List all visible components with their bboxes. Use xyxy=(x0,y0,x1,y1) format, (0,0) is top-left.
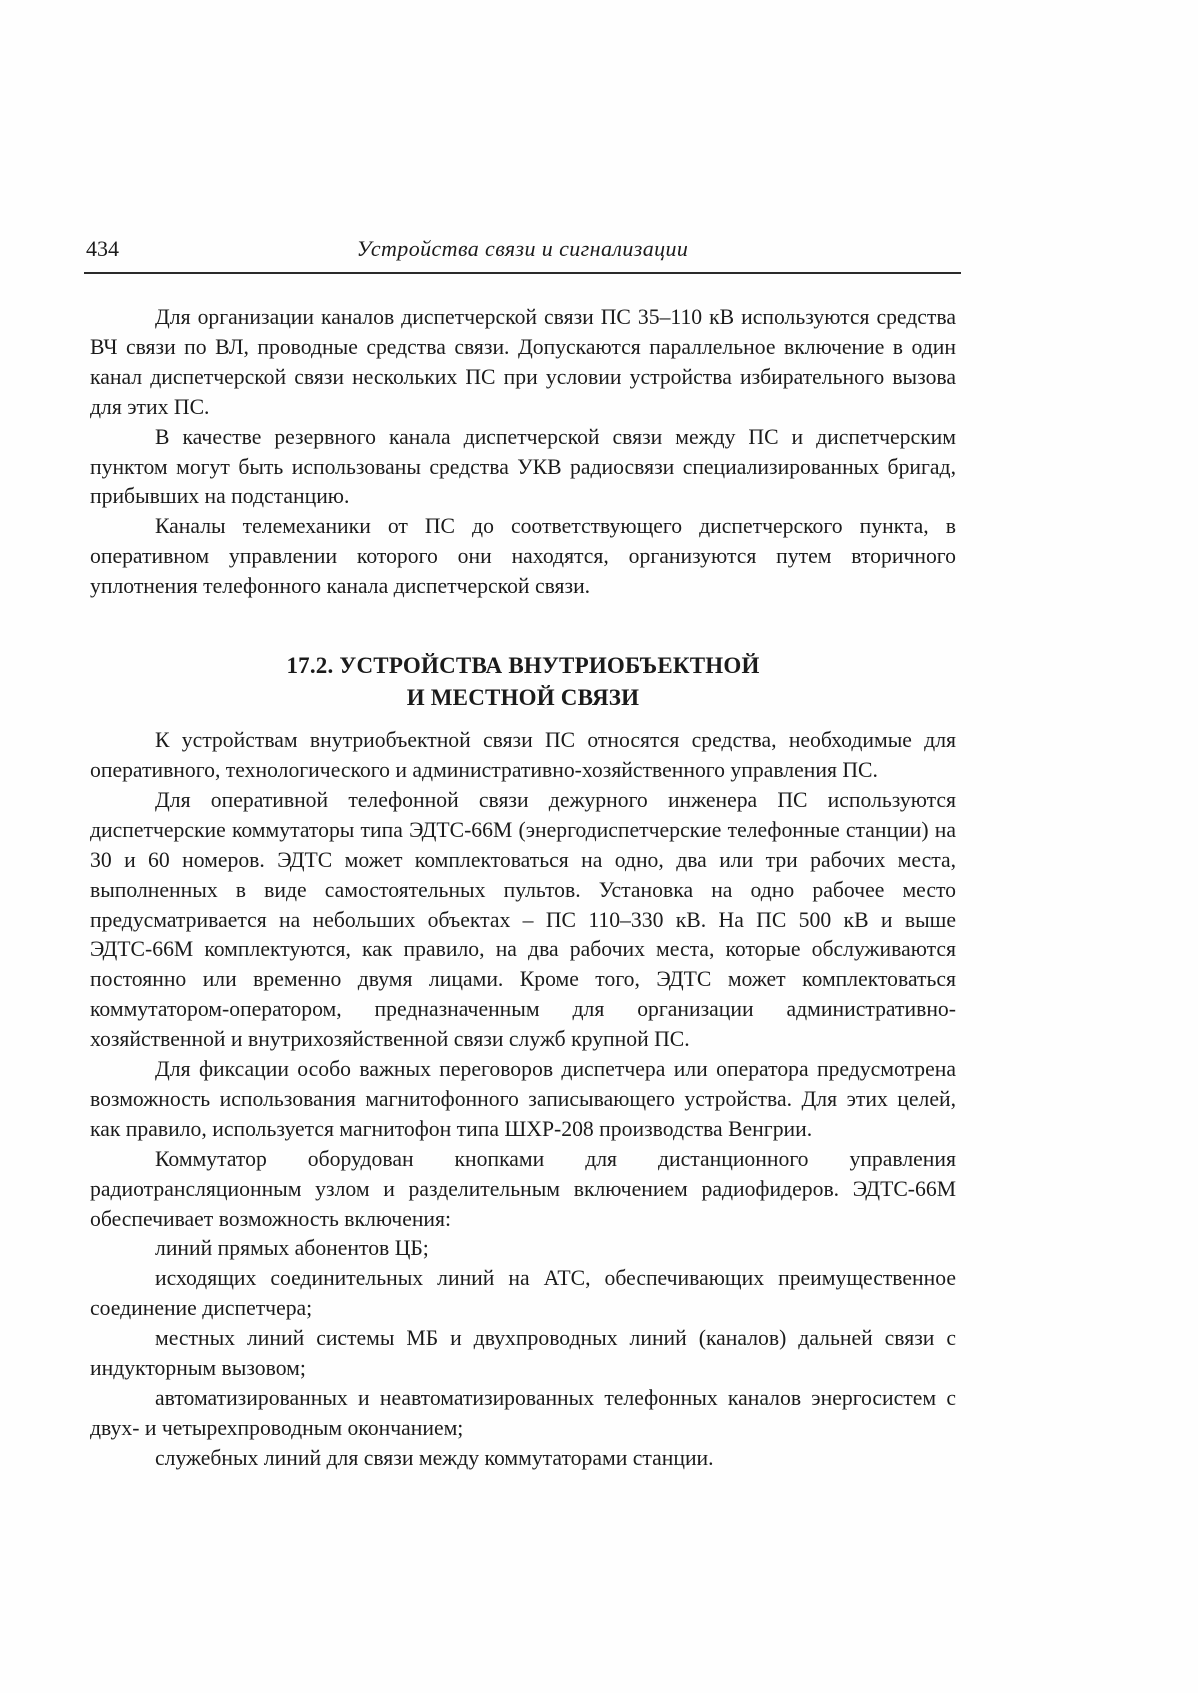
header-rule xyxy=(84,272,961,274)
page-header xyxy=(86,228,959,272)
paragraph: К устройствам внутриобъектной связи ПС относятся средства, необходимые для оперативного, технологического и административно-хозяйственного управления ПС. xyxy=(90,728,956,782)
list-item: исходящих соединительных линий на АТС, обеспечивающих преимущественное соединение диспетчера; xyxy=(90,1266,956,1321)
running-title: Устройства связи и сигнализации xyxy=(356,236,689,261)
list-item: местных линий системы МБ и двухпроводных линий (каналов) дальней связи с индукторным вызовом; xyxy=(90,1326,956,1381)
list-item: служебных линий для связи между коммутаторами станции. xyxy=(155,1445,714,1470)
paragraph: Для оперативной телефонной связи дежурного инженера ПС используются диспетчерские коммутаторы типа ЭДТС-66М (энергодиспетчерские телефонные станции) на 30 и 60 номеров. ЭДТС может комплектоваться на одно, два или три рабочих места, выполненных в виде самостоятельных пультов. Установка на одно рабочее место предусматривается на небольших объектах – ПС 110–330 кВ. На ПС 500 кВ и выше ЭДТС-66М комплектуются, как правило, на два рабочих места, которые обслуживаются постоянно или временно двумя лицами. Кроме того, ЭДТС может комплектоваться коммутатором-оператором, предназначенным для организации административно-хозяйственной и внутрихозяйственной связи служб крупной ПС. xyxy=(90,787,956,1052)
page-body xyxy=(90,303,956,1474)
paragraph: Каналы телемеханики от ПС до соответствующего диспетчерского пункта, в оперативном управлении которого они находятся, организуются путем вторичного уплотнения телефонного канала диспетчерской связи. xyxy=(90,514,956,599)
section-heading xyxy=(90,650,956,714)
paragraph: Коммутатор оборудован кнопками для дистанционного управления радиотрансляционным узлом и разделительным включением радиофидеров. ЭДТС-66М обеспечивает возможность включения: xyxy=(90,1146,956,1231)
list-item: автоматизированных и неавтоматизированных телефонных каналов энергосистем с двух- и четырехпроводным окончанием; xyxy=(90,1386,956,1440)
section-heading-line: И МЕСТНОЙ СВЯЗИ xyxy=(406,685,640,711)
section-heading-line: 17.2. УСТРОЙСТВА ВНУТРИОБЪЕКТНОЙ xyxy=(286,653,760,679)
page-number: 434 xyxy=(86,236,119,261)
paragraph: Для организации каналов диспетчерской связи ПС 35–110 кВ используются средства ВЧ связи по ВЛ, проводные средства связи. Допускаются параллельное включение в один канал диспетчерской связи нескольких ПС при условии устройства избирательного вызова для этих ПС. xyxy=(90,305,956,419)
paragraph: В качестве резервного канала диспетчерской связи между ПС и диспетчерским пунктом могут быть использованы средства УКВ радиосвязи специализированных бригад, прибывших на подстанцию. xyxy=(90,424,956,509)
list-item: линий прямых абонентов ЦБ; xyxy=(155,1236,429,1261)
paragraph: Для фиксации особо важных переговоров диспетчера или оператора предусмотрена возможность использования магнитофонного записывающего устройства. Для этих целей, как правило, используется магнитофон типа ШХР-208 производства Венгрии. xyxy=(90,1057,956,1141)
